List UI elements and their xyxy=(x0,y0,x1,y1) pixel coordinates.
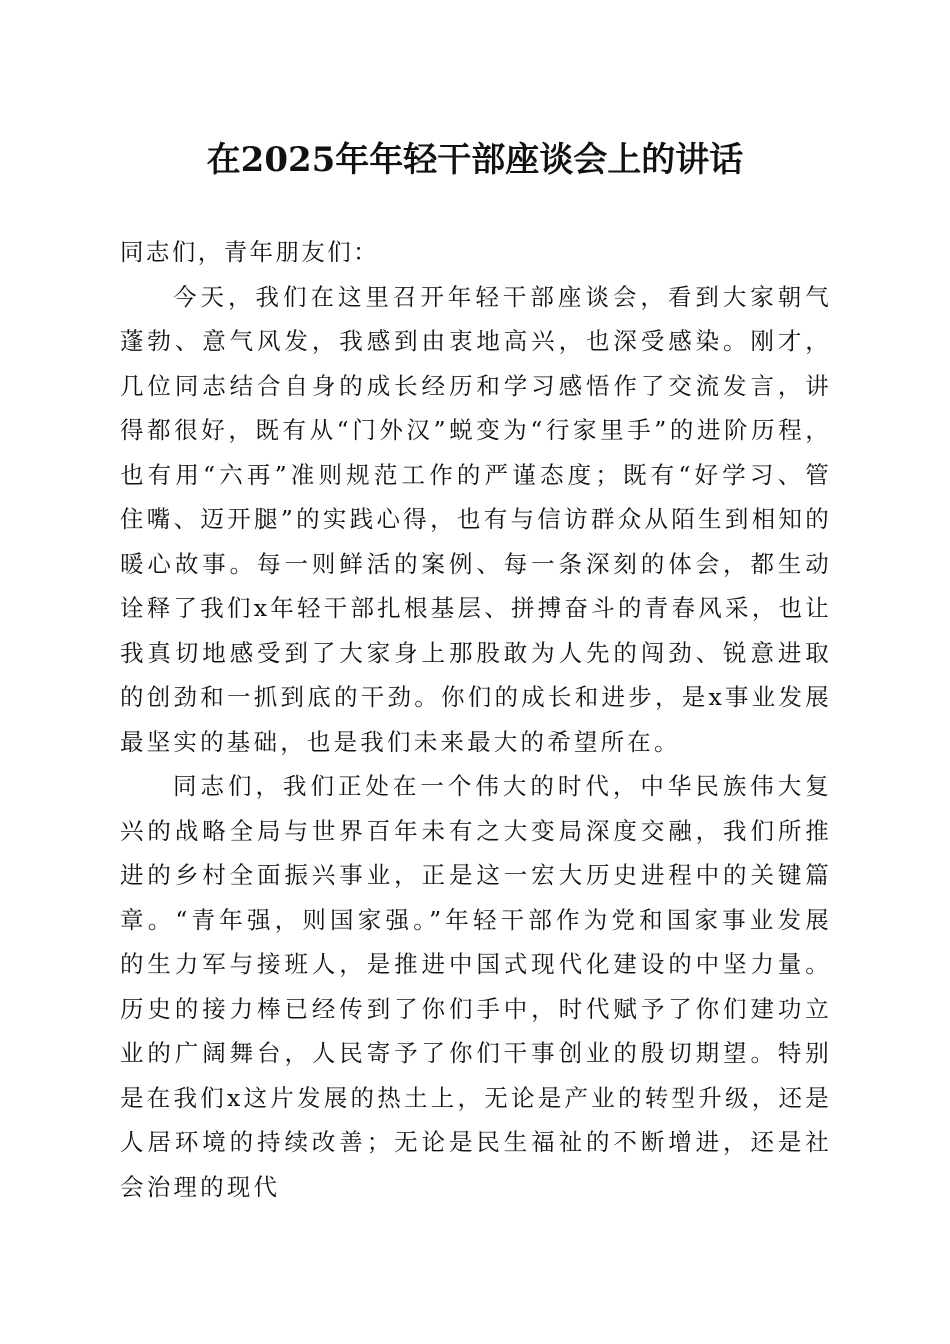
document-title: 在2025年年轻干部座谈会上的讲话 xyxy=(206,140,744,180)
body-paragraph-1: 今天，我们在这里召开年轻干部座谈会，看到大家朝气蓬勃、意气风发，我感到由衷地高兴，也深受感染。刚才，几位同志结合自身的成长经历和学习感悟作了交流发言，讲得都很好，既有从“门外汉”蜕变为“行家里手”的进阶历程，也有用“六再”准则规范工作的严谨态度；既有“好学习、管住嘴、迈开腿”的实践心得，也有与信访群众从陌生到相知的暖心故事。每一则鲜活的案例、每一条深刻的体会，都生动诠释了我们x年轻干部扎根基层、拼搏奋斗的青春风采，也让我真切地感受到了大家身上那股敢为人先的闯劲、锐意进取的创劲和一抓到底的干劲。你们的成长和进步，是x事业发展最坚实的基础，也是我们未来最大的希望所在。 xyxy=(120,282,832,756)
greeting-line: 同志们，青年朋友们： xyxy=(120,238,379,266)
body-paragraph-2: 同志们，我们正处在一个伟大的时代，中华民族伟大复兴的战略全局与世界百年未有之大变局深度交融，我们所推进的乡村全面振兴事业，正是这一宏大历史进程中的关键篇章。“青年强，则国家强。”年轻干部作为党和国家事业发展的生力军与接班人，是推进中国式现代化建设的中坚力量。历史的接力棒已经传到了你们手中，时代赋予了你们建功立业的广阔舞台，人民寄予了你们干事创业的殷切期望。特别是在我们x这片发展的热土上，无论是产业的转型升级，还是人居环境的持续改善；无论是民生福祉的不断增进，还是社会治理的现代 xyxy=(120,772,832,1201)
document-body xyxy=(120,230,832,1209)
